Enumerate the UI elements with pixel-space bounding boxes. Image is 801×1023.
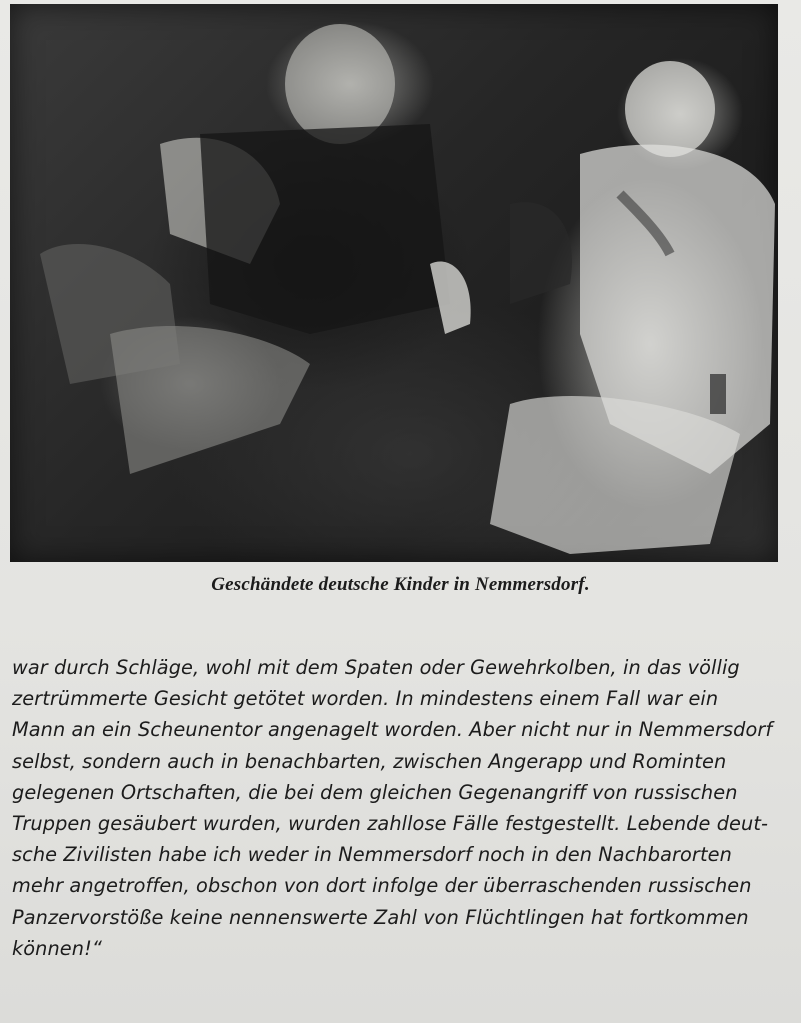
text-line: Mann an ein Scheunentor angenagelt worden. Aber nicht nur in Nemmersdorf: [12, 718, 773, 742]
text-line: war durch Schläge, wohl mit dem Spaten oder Gewehrkolben, in das völlig: [12, 656, 740, 679]
text-line: mehr angetroffen, obschon von dort infolge der überraschenden russischen: [12, 874, 752, 898]
historical-photograph: [10, 4, 778, 562]
text-line: sche Zivilisten habe ich weder in Nemmersdorf noch in den Nachbarorten: [12, 843, 732, 867]
text-line: können!“: [12, 936, 103, 960]
text-line: selbst, sondern auch in benachbarten, zwischen Angerapp und Rominten: [12, 749, 727, 773]
text-line: Truppen gesäubert wurden, wurden zahllose Fälle festgestellt. Lebende deut-: [12, 812, 769, 836]
text-line: Panzervorstöße keine nennenswerte Zahl von Flüchtlingen hat fortkommen: [12, 905, 749, 929]
photo-shapes: [10, 4, 778, 562]
text-line: zertrümmerte Gesicht getötet worden. In mindestens einem Fall war ein: [12, 687, 719, 711]
text-line: gelegenen Ortschaften, die bei dem gleichen Gegenangriff von russischen: [12, 780, 738, 804]
photo-caption: Geschändete deutsche Kinder in Nemmersdorf.: [211, 574, 590, 595]
body-text: [12, 652, 784, 964]
